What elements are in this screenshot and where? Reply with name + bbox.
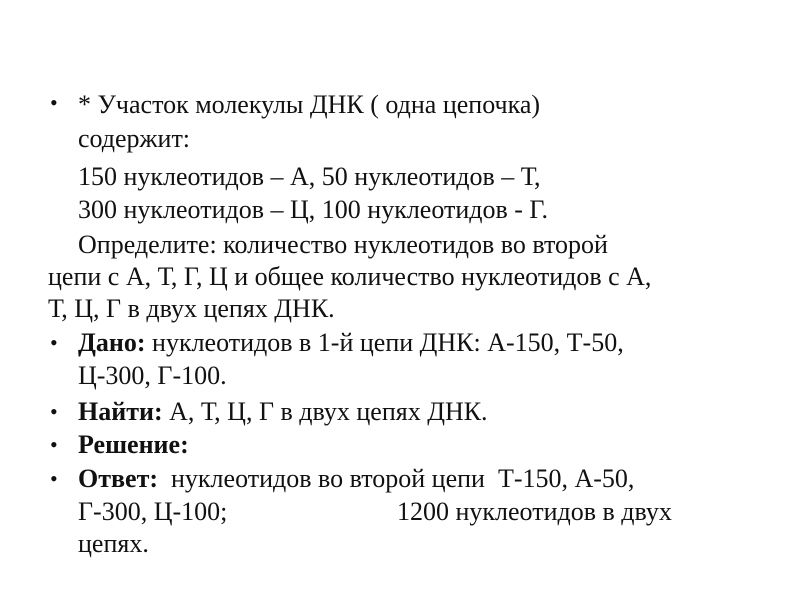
given-line-1 (78, 326, 624, 360)
task-bullet: • (50, 90, 58, 115)
answer-text-1: нуклеотидов во второй цепи Т-150, А-50, (158, 464, 635, 493)
answer-text-3: цепях. (78, 529, 149, 558)
given-text-1: нуклеотидов в 1-й цепи ДНК: А-150, Т-50, (145, 328, 624, 357)
solution-bullet: • (50, 432, 58, 457)
find-bullet: • (50, 399, 58, 424)
answer-label: Ответ: (78, 464, 159, 493)
find-line (78, 395, 488, 429)
task-line-4: 300 нуклеотидов – Ц, 100 нуклеотидов - Г. (78, 195, 549, 224)
task-line-1: * Участок молекулы ДНК ( одна цепочка) (78, 90, 541, 119)
given-line-2: Ц-300, Г-100. (78, 361, 227, 390)
find-label: Найти: (78, 397, 163, 426)
task-line-3: 150 нуклеотидов – А, 50 нуклеотидов – Т, (78, 162, 541, 191)
find-text: А, Т, Ц, Г в двух цепях ДНК. (162, 397, 488, 426)
answer-text-2b: 1200 нуклеотидов в двух (397, 497, 672, 526)
answer-line-1 (78, 462, 634, 496)
given-bullet: • (50, 330, 58, 355)
solution-label: Решение: (78, 430, 189, 459)
task-line-6: цепи с А, Т, Г, Ц и общее количество нуклеотидов с А, (48, 262, 652, 291)
task-line-5: Определите: количество нуклеотидов во второй (78, 230, 608, 259)
answer-text-2a: Г-300, Ц-100; (78, 497, 228, 526)
task-line-7: Т, Ц, Г в двух цепях ДНК. (48, 294, 335, 323)
task-line-2: содержит: (78, 124, 191, 153)
given-label: Дано: (78, 328, 146, 357)
answer-bullet: • (50, 466, 58, 491)
